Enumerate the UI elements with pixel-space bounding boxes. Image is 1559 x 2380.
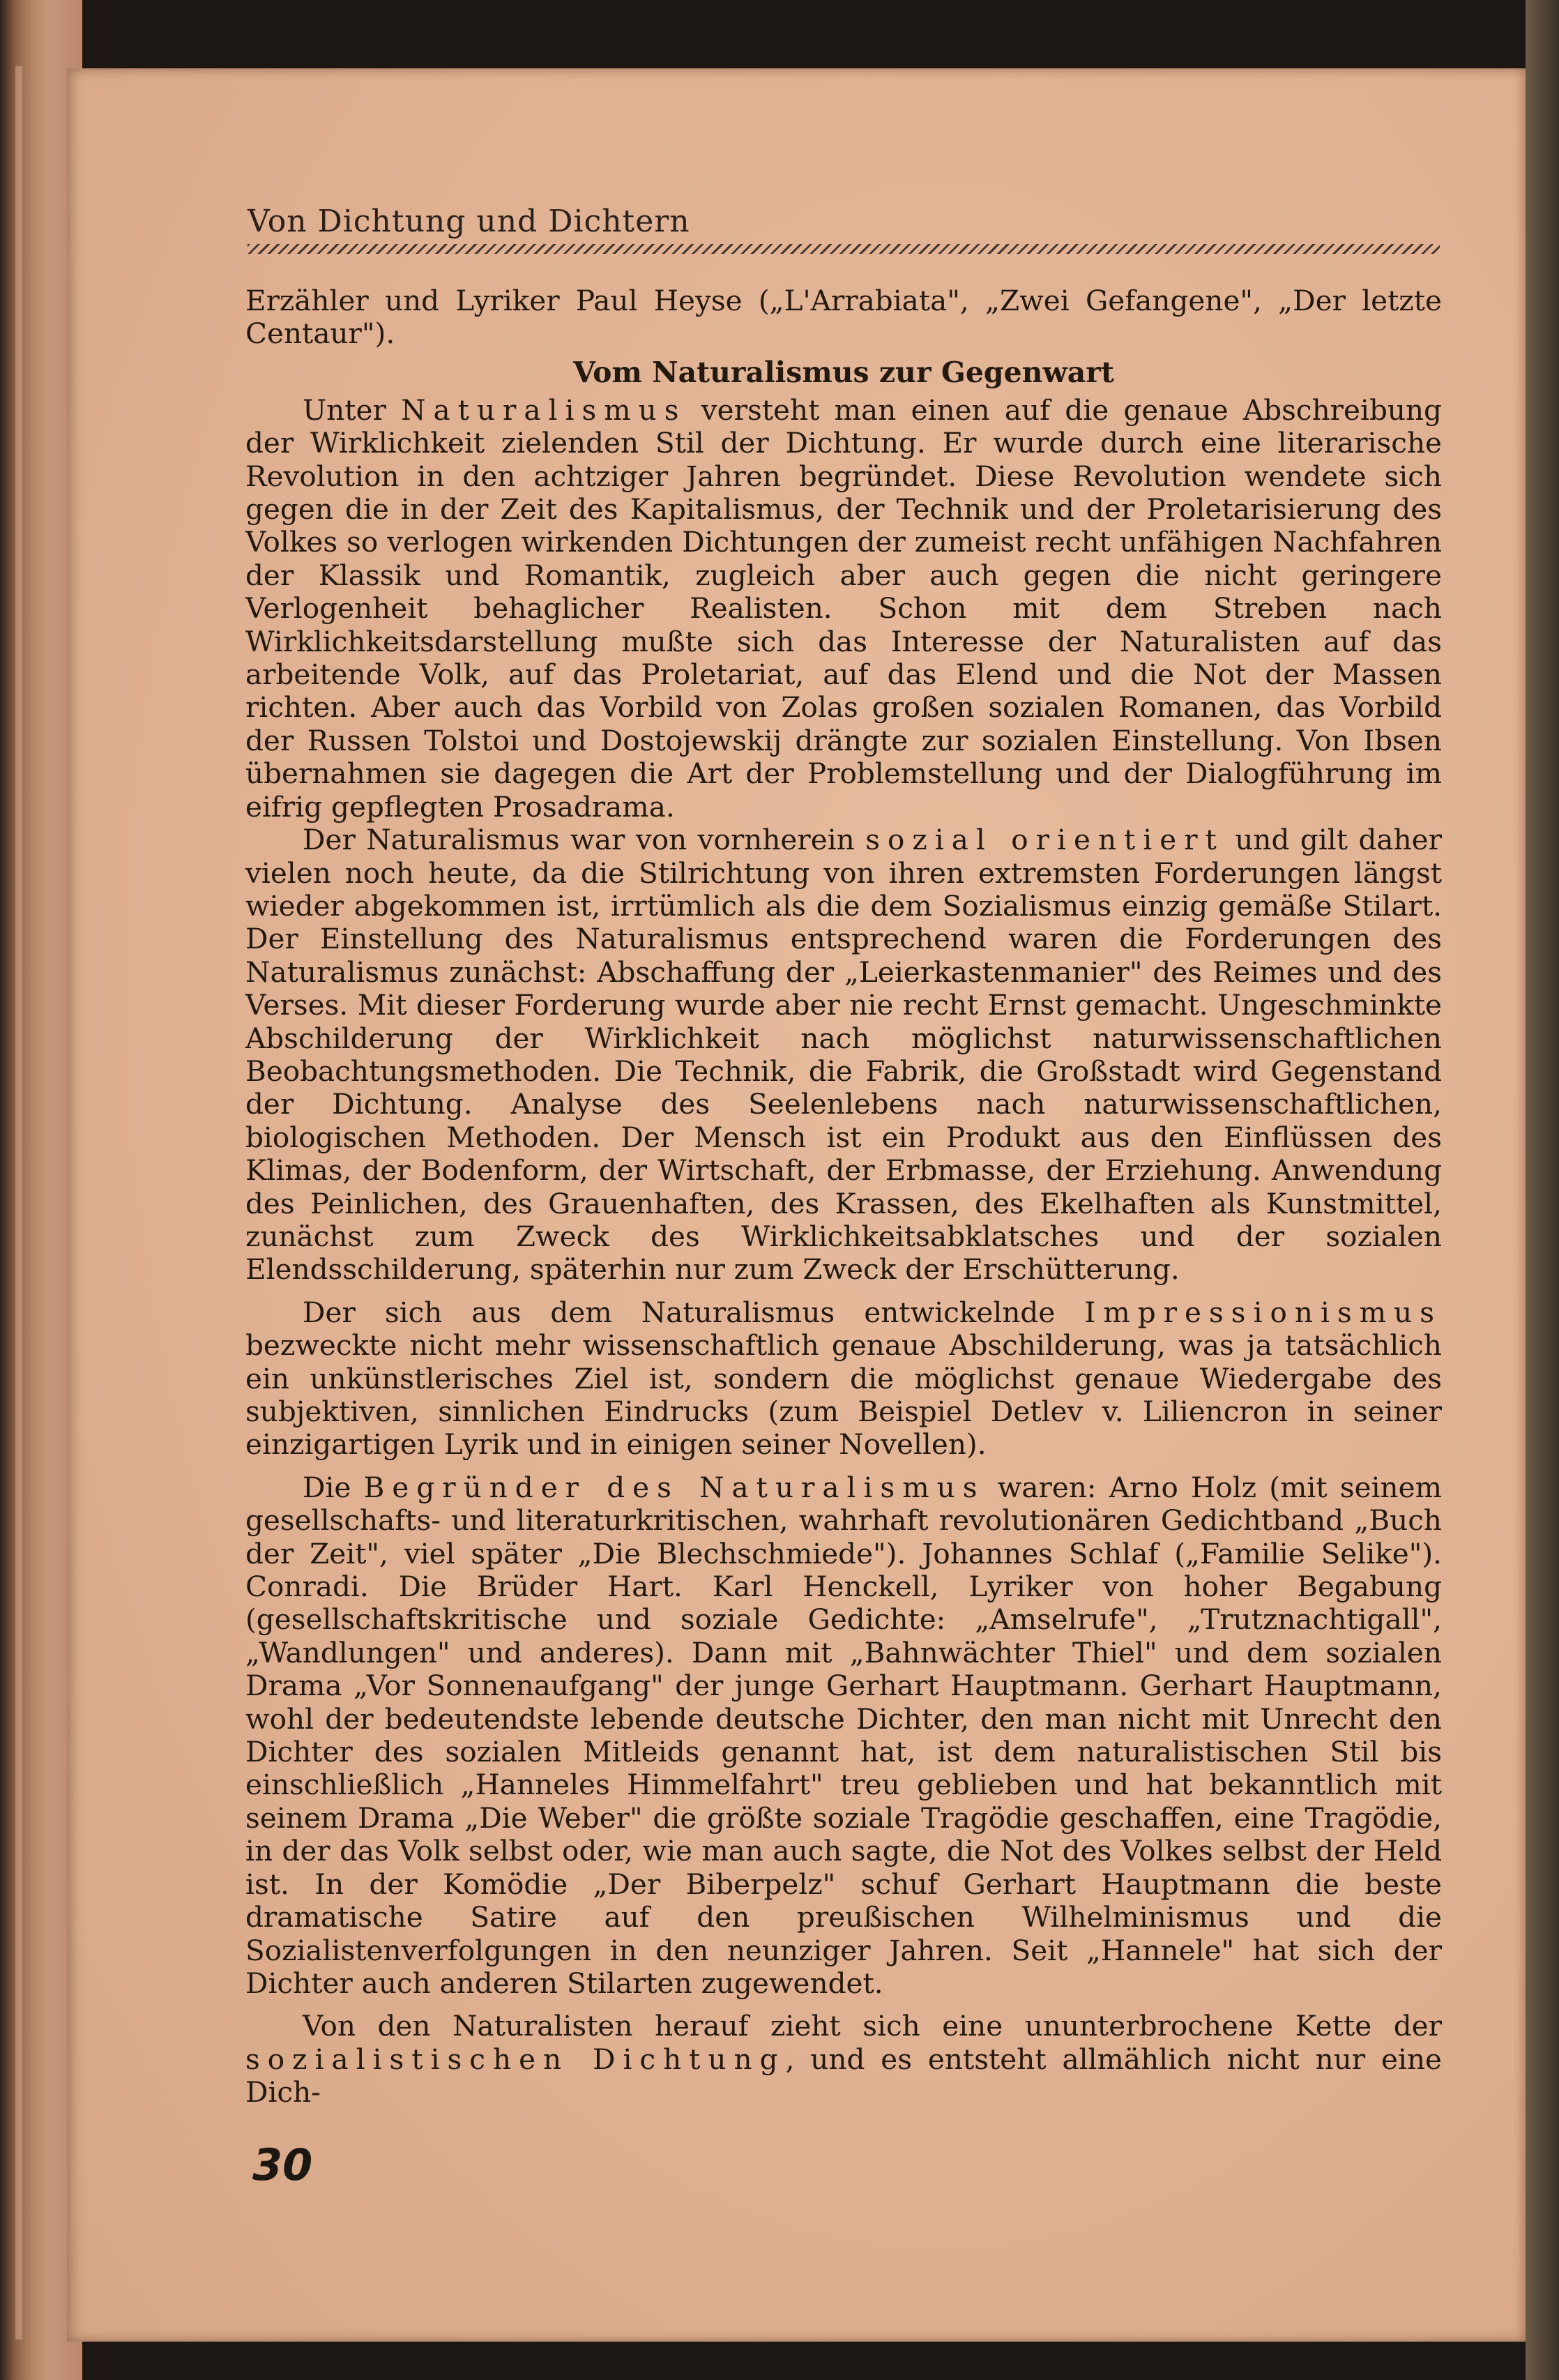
p5-text: , und es entsteht allmählich nicht nur eine Dich-: [245, 2042, 1443, 2109]
p2-text: und gilt daher vielen noch heute, da die Stilrichtung von ihren extremsten Forderungen längst wieder abgekommen ist, irrtümlich als die dem Sozialismus einzig gemäße Stilart. Der Einstellung des Naturalismus entsprechend waren die Forderungen des Naturalismus zunächst: Abschaffung der „Leierkastenmanier" des Reimes und des Verses. Mit dieser Forderung wurde aber nie recht Ernst gemacht. Ungeschminkte Abschilderung der Wirklichkeit nach möglichst naturwissenschaftlichen Beobachtungsmethoden. Die Technik, die Fabrik, die Großstadt wird Gegenstand der Dichtung. Analyse des Seelenlebens nach naturwissenschaftlichen, biologischen Methoden. Der Mensch ist ein Produkt aus den Einflüssen des Klimas, der Bodenform, der Wirtschaft, der Erbmasse, der Erziehung. Anwendung des Peinlichen, des Grauenhaften, des Krassen, des Ekelhaften als Kunstmittel, zunächst zum Zweck des Wirklichkeitsabklatsches und der sozialen Elendsschilderung, späterhin nur zum Zweck der Erschütterung.: [245, 823, 1442, 1287]
intro-paragraph: Erzähler und Lyriker Paul Heyse („L'Arrabiata", „Zwei Gefangene", „Der letzte Centaur").: [245, 284, 1442, 351]
p4-lead: Die: [303, 1470, 364, 1504]
paragraph-sozialistische-dichtung: [245, 2010, 1442, 2109]
p3-spaced-term: Impressionismus: [1084, 1295, 1442, 1329]
p2-spaced-term: sozial orientiert: [865, 823, 1224, 857]
p3-text: bezweckte nicht mehr wissenschaftlich genaue Abschilderung, was ja tatsächlich ein unkünstlerisches Ziel ist, sondern die möglichst genaue Wiedergabe des subjektiven, sinnlichen Eindrucks (zum Beispiel Detlev v. Liliencron in seiner einzigartigen Lyrik und in einigen seiner Novellen).: [245, 1328, 1442, 1462]
p1-spaced-term: Naturalismus: [401, 393, 687, 427]
book-binding-right: [1526, 0, 1559, 2380]
p1-lead: Unter: [303, 393, 402, 427]
page-stack-edge: [15, 66, 22, 2340]
p4-text: waren: Arno Holz (mit seinem gesellschafts- und literaturkritischen, wahrhaft revolutionären Gedichtband „Buch der Zeit", viel später „Die Blechschmiede"). Johannes Schlaf („Familie Selike"). Conradi. Die Brüder Hart. Karl Henckell, Lyriker von hoher Begabung (gesellschaftskritische und soziale Gedichte: „Amselrufe", „Trutznachtigall", „Wandlungen" und anderes). Dann mit „Bahnwächter Thiel" und dem sozialen Drama „Vor Sonnenaufgang" der junge Gerhart Hauptmann. Gerhart Hauptmann, wohl der bedeutendste lebende deutsche Dichter, den man nicht mit Unrecht den Dichter des sozialen Mitleids genannt hat, ist dem naturalistischen Stil bis einschließlich „Hanneles Himmelfahrt" treu geblieben und hat bekanntlich mit seinem Drama „Die Weber" die größte soziale Tragödie geschaffen, eine Tragödie, in der das Volk selbst oder, wie man auch sagte, die Not des Volkes selbst der Held ist. In der Komödie „Der Biberpelz" schuf Gerhart Hauptmann die beste dramatische Satire auf den preußischen Wilhelminismus und die Sozialistenverfolgungen in den neunziger Jahren. Seit „Hannele" hat sich der Dichter auch anderen Stilarten zugewendet.: [245, 1470, 1443, 2000]
paragraph-naturalismus: [245, 394, 1442, 824]
paragraph-impressionismus: [245, 1296, 1442, 1462]
header-wavy-rule: [248, 244, 1440, 254]
section-heading: Vom Naturalismus zur Gegenwart: [573, 355, 1114, 389]
p4-spaced-term: Begründer des Naturalismus: [363, 1470, 985, 1504]
p5-lead: Von den Naturalisten herauf zieht sich eine ununterbrochene Kette der: [303, 2009, 1442, 2043]
p1-text: versteht man einen auf die genaue Abschreibung der Wirklichkeit zielenden Stil der Dichtung. Er wurde durch eine literarische Revolution in den achtziger Jahren begründet. Diese Revolution wendete sich gegen die in der Zeit des Kapitalismus, der Technik und der Proletarisierung des Volkes so verlogen wirkenden Dichtungen der zumeist recht unfähigen Nachfahren der Klassik und Romantik, zugleich aber auch gegen die nicht geringere Verlogenheit behaglicher Realisten. Schon mit dem Streben nach Wirklichkeitsdarstellung mußte sich das Interesse der Naturalisten auf das arbeitende Volk, auf das Proletariat, auf das Elend und die Not der Massen richten. Aber auch das Vorbild von Zolas großen sozialen Romanen, das Vorbild der Russen Tolstoi und Dostojewskij drängte zur sozialen Einstellung. Von Ibsen übernahmen sie dagegen die Art der Problemstellung und der Dialogführung im eifrig gepflegten Prosadrama.: [245, 393, 1442, 824]
p2-lead: Der Naturalismus war von vornherein: [303, 823, 866, 857]
page-body: [245, 285, 1442, 2109]
running-header: Von Dichtung und Dichtern: [248, 204, 690, 239]
p5-spaced-term: sozialistischen Dichtung: [245, 2042, 786, 2076]
page-number: 30: [252, 2139, 313, 2190]
paragraph-begruender: [245, 1471, 1442, 2001]
p3-lead: Der sich aus dem Naturalismus entwickelnde: [303, 1295, 1085, 1329]
paragraph-sozial: [245, 824, 1442, 1287]
